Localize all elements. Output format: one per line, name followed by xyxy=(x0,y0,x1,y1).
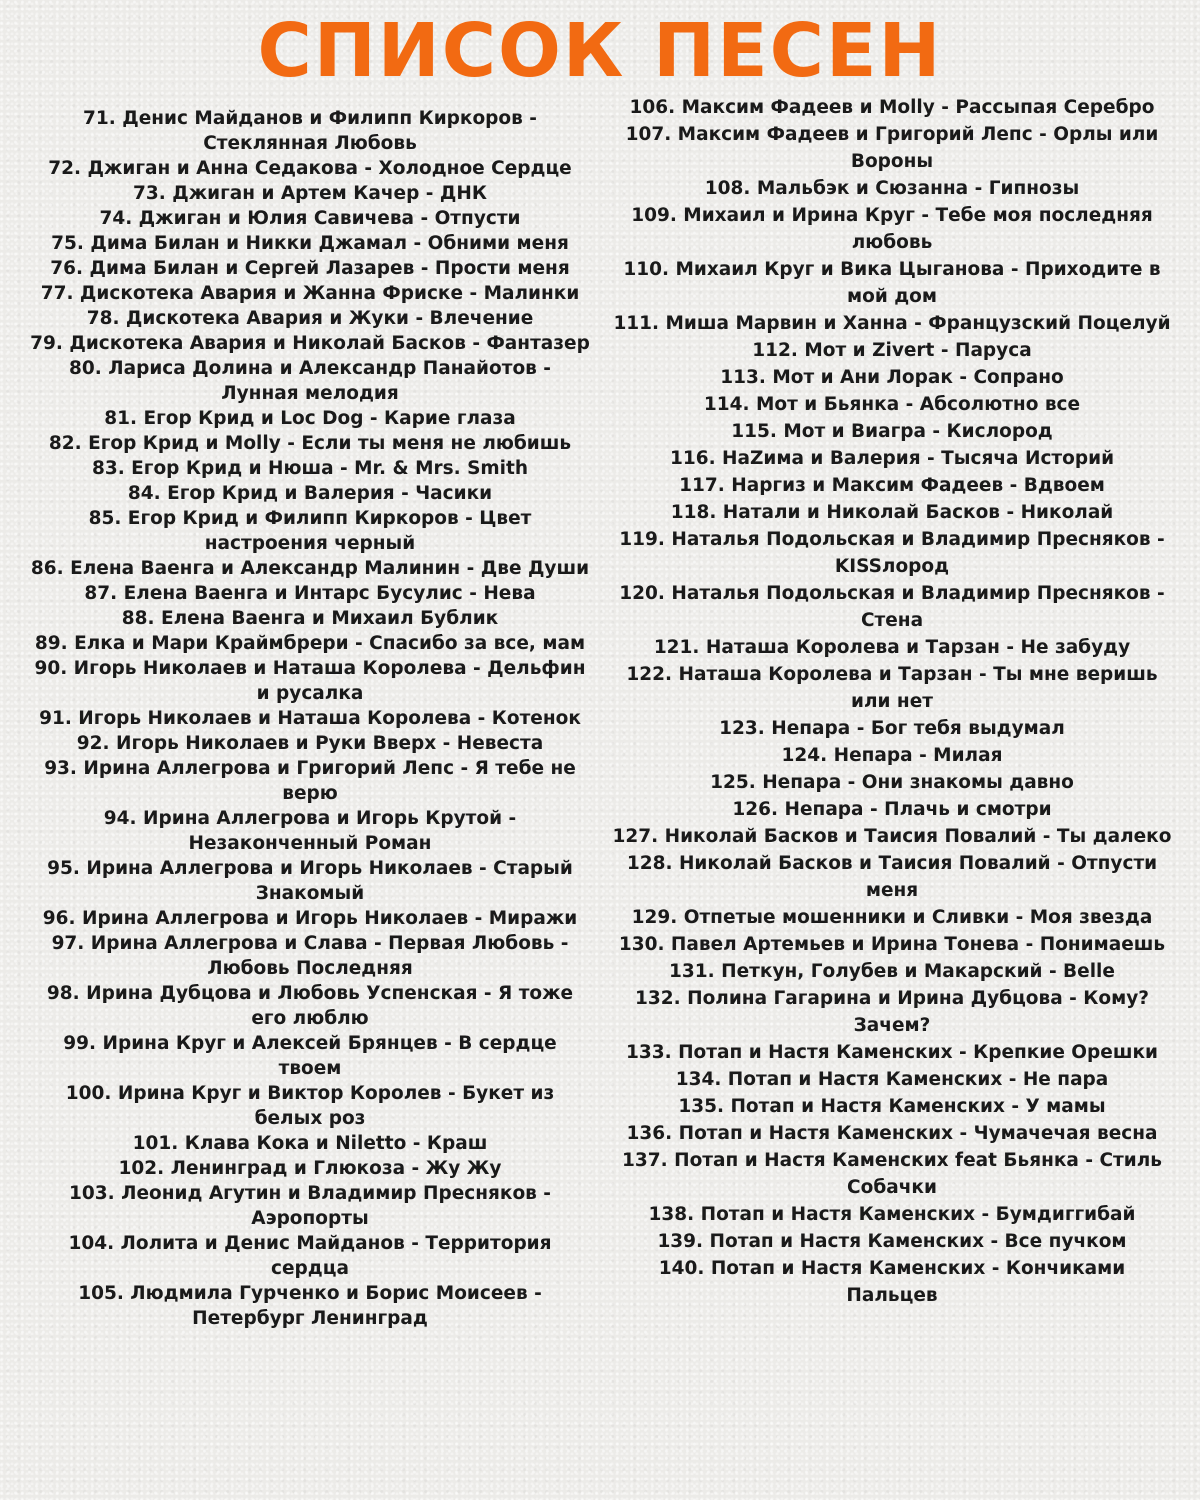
song-entry: 72. Джиган и Анна Седакова - Холодное Сердце xyxy=(48,158,572,179)
song-entry: 92. Игорь Николаев и Руки Вверх - Невеста xyxy=(76,733,544,754)
song-entry: 136. Потап и Настя Каменских - Чумачечая весна xyxy=(626,1123,1158,1144)
song-entry: 73. Джиган и Артем Качер - ДНК xyxy=(133,183,487,204)
song-entry: 103. Леонид Агутин и Владимир Пресняков - Аэропорты xyxy=(69,1183,551,1229)
song-entry: 123. Непара - Бог тебя выдумал xyxy=(719,718,1065,739)
page-title: СПИСОК ПЕСЕН xyxy=(257,8,943,94)
song-entry: 116. НаZима и Валерия - Тысяча Историй xyxy=(669,448,1115,469)
song-entry: 101. Клава Кока и Niletto - Краш xyxy=(132,1133,488,1154)
song-entry: 119. Наталья Подольская и Владимир Пресняков - KISSлород xyxy=(619,529,1165,577)
song-entry: 131. Петкун, Голубев и Макарский - Belle xyxy=(669,961,1115,982)
song-entry: 135. Потап и Настя Каменских - У мамы xyxy=(678,1096,1106,1117)
song-entry: 124. Непара - Милая xyxy=(781,745,1003,766)
song-entry: 83. Егор Крид и Нюша - Mr. & Mrs. Smith xyxy=(91,458,529,479)
song-entry: 95. Ирина Аллегрова и Игорь Николаев - Старый Знакомый xyxy=(47,858,573,904)
song-entry: 104. Лолита и Денис Майданов - Территория сердца xyxy=(68,1233,552,1279)
song-entry: 132. Полина Гагарина и Ирина Дубцова - Кому? Зачем? xyxy=(635,988,1149,1036)
song-entry: 89. Елка и Мари Краймбрери - Спасибо за все, мам xyxy=(34,633,586,654)
song-entry: 82. Егор Крид и Molly - Если ты меня не любишь xyxy=(48,433,572,454)
song-entry: 129. Отпетые мошенники и Сливки - Моя звезда xyxy=(631,907,1153,928)
song-entry: 71. Денис Майданов и Филипп Киркоров - Стеклянная Любовь xyxy=(83,108,537,154)
song-entry: 120. Наталья Подольская и Владимир Пресняков - Стена xyxy=(619,583,1165,631)
song-entry: 88. Елена Ваенга и Михаил Бублик xyxy=(121,608,499,629)
song-entry: 102. Ленинград и Глюкоза - Жу Жу xyxy=(118,1158,502,1179)
song-entry: 108. Мальбэк и Сюзанна - Гипнозы xyxy=(704,178,1080,199)
song-entry: 94. Ирина Аллегрова и Игорь Крутой - Незаконченный Роман xyxy=(103,808,517,854)
song-entry: 76. Дима Билан и Сергей Лазарев - Прости меня xyxy=(50,258,570,279)
song-entry: 106. Максим Фадеев и Molly - Рассыпая Серебро xyxy=(629,97,1155,118)
song-entry: 125. Непара - Они знакомы давно xyxy=(710,772,1074,793)
song-entry: 109. Михаил и Ирина Круг - Тебе моя последняя любовь xyxy=(631,205,1153,253)
song-entry: 137. Потап и Настя Каменских feat Бьянка - Стиль Собачки xyxy=(622,1150,1162,1198)
song-entry: 98. Ирина Дубцова и Любовь Успенская - Я тоже его люблю xyxy=(46,983,574,1029)
song-entry: 128. Николай Басков и Таисия Повалий - Отпусти меня xyxy=(626,853,1158,901)
song-entry: 130. Павел Артемьев и Ирина Тонева - Понимаешь xyxy=(618,934,1166,955)
song-entry: 77. Дискотека Авария и Жанна Фриске - Малинки xyxy=(40,283,580,304)
song-entry: 112. Мот и Zivert - Паруса xyxy=(752,340,1032,361)
song-entry: 78. Дискотека Авария и Жуки - Влечение xyxy=(86,308,534,329)
song-list-right xyxy=(612,94,1172,1309)
song-entry: 87. Елена Ваенга и Интарс Бусулис - Нева xyxy=(84,583,536,604)
song-entry: 107. Максим Фадеев и Григорий Лепс - Орлы или Вороны xyxy=(625,124,1159,172)
song-entry: 79. Дискотека Авария и Николай Басков - Фантазер xyxy=(30,333,590,354)
song-entry: 121. Наташа Королева и Тарзан - Не забуду xyxy=(653,637,1131,658)
song-entry: 97. Ирина Аллегрова и Слава - Первая Любовь - Любовь Последняя xyxy=(51,933,569,979)
song-entry: 114. Мот и Бьянка - Абсолютно все xyxy=(703,394,1081,415)
song-entry: 74. Джиган и Юлия Савичева - Отпусти xyxy=(99,208,521,229)
song-entry: 138. Потап и Настя Каменских - Бумдиггибай xyxy=(648,1204,1136,1225)
song-entry: 81. Егор Крид и Loc Dog - Карие глаза xyxy=(104,408,516,429)
song-entry: 140. Потап и Настя Каменских - Кончиками Пальцев xyxy=(658,1258,1126,1306)
song-entry: 139. Потап и Настя Каменских - Все пучком xyxy=(657,1231,1127,1252)
song-entry: 91. Игорь Николаев и Наташа Королева - Котенок xyxy=(39,708,581,729)
song-entry: 84. Егор Крид и Валерия - Часики xyxy=(127,483,493,504)
song-entry: 80. Лариса Долина и Александр Панайотов - Лунная мелодия xyxy=(69,358,551,404)
song-entry: 96. Ирина Аллегрова и Игорь Николаев - Миражи xyxy=(42,908,578,929)
song-entry: 134. Потап и Настя Каменских - Не пара xyxy=(675,1069,1109,1090)
song-list-left xyxy=(30,106,590,1331)
song-entry: 99. Ирина Круг и Алексей Брянцев - В сердце твоем xyxy=(63,1033,557,1079)
song-entry: 75. Дима Билан и Никки Джамал - Обними меня xyxy=(51,233,569,254)
song-entry: 85. Егор Крид и Филипп Киркоров - Цвет настроения черный xyxy=(88,508,532,554)
song-entry: 110. Михаил Круг и Вика Цыганова - Приходите в мой дом xyxy=(623,259,1161,307)
song-entry: 118. Натали и Николай Басков - Николай xyxy=(670,502,1114,523)
song-entry: 133. Потап и Настя Каменских - Крепкие Орешки xyxy=(625,1042,1158,1063)
song-entry: 115. Мот и Виагра - Кислород xyxy=(731,421,1053,442)
song-entry: 100. Ирина Круг и Виктор Королев - Букет из белых роз xyxy=(65,1083,555,1129)
song-entry: 117. Наргиз и Максим Фадеев - Вдвоем xyxy=(679,475,1105,496)
song-entry: 111. Миша Марвин и Ханна - Французский Поцелуй xyxy=(613,313,1171,334)
song-entry: 127. Николай Басков и Таисия Повалий - Ты далеко xyxy=(612,826,1172,847)
song-entry: 113. Мот и Ани Лорак - Сопрано xyxy=(720,367,1064,388)
song-entry: 105. Людмила Гурченко и Борис Моисеев - Петербург Ленинград xyxy=(78,1283,542,1329)
song-entry: 122. Наташа Королева и Тарзан - Ты мне веришь или нет xyxy=(626,664,1158,712)
song-entry: 90. Игорь Николаев и Наташа Королева - Дельфин и русалка xyxy=(34,658,586,704)
song-entry: 93. Ирина Аллегрова и Григорий Лепс - Я тебе не верю xyxy=(44,758,576,804)
song-entry: 86. Елена Ваенга и Александр Малинин - Две Души xyxy=(30,558,590,579)
song-entry: 126. Непара - Плачь и смотри xyxy=(732,799,1052,820)
